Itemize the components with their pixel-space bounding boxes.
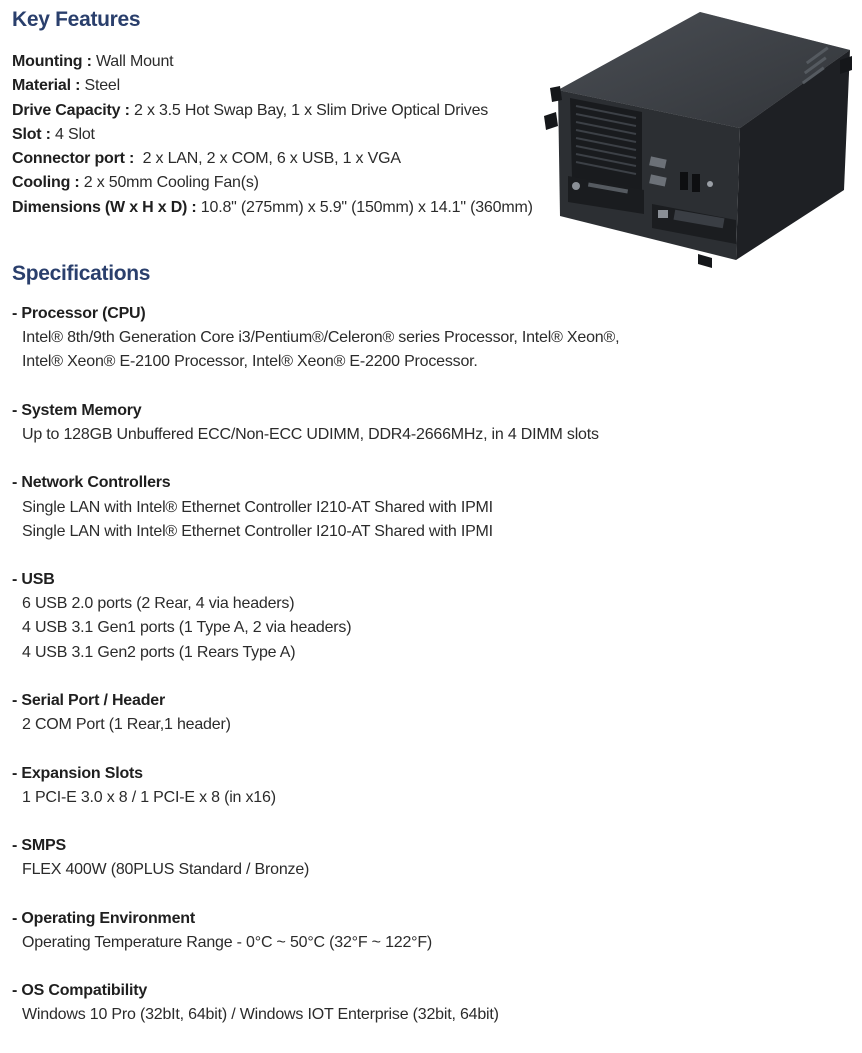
feature-label: Mounting : [12, 53, 92, 70]
feature-mounting [12, 50, 572, 74]
product-image [540, 8, 856, 273]
spec-line: 2 COM Port (1 Rear,1 header) [22, 716, 231, 734]
spec-serial-port [12, 689, 852, 737]
spec-group-title: - Operating Environment [12, 909, 195, 927]
spec-group-title: - System Memory [12, 401, 142, 419]
feature-cooling [12, 171, 572, 195]
feature-label: Connector port : [12, 150, 135, 168]
spec-line: FLEX 400W (80PLUS Standard / Bronze) [22, 861, 310, 879]
spec-operating-environment [12, 907, 852, 955]
spec-group-title: - OS Compatibility [12, 982, 148, 1000]
specifications-list [12, 302, 852, 1052]
spec-line: Single LAN with Intel® Ethernet Controller I210-AT Shared with IPMI [22, 522, 493, 540]
feature-value: 4 Slot [50, 125, 95, 143]
spec-group-title: - Serial Port / Header [12, 692, 165, 709]
spec-line: 4 USB 3.1 Gen1 ports (1 Type A, 2 via headers) [22, 619, 352, 637]
feature-label: Drive Capacity : [12, 101, 130, 119]
feature-drive-capacity [12, 99, 572, 123]
feature-value: 10.8" (275mm) x 5.9" (150mm) x 14.1" (360mm) [196, 198, 533, 216]
feature-slot [12, 123, 572, 147]
spec-line: 1 PCI-E 3.0 x 8 / 1 PCI-E x 8 (in x16) [22, 788, 276, 806]
feature-label: Cooling : [12, 174, 80, 192]
spec-line: Intel® 8th/9th Generation Core i3/Pentium®/Celeron® series Processor, Intel® Xeon®, [22, 329, 620, 347]
spec-line: Windows 10 Pro (32bIt, 64bit) / Windows IOT Enterprise (32bit, 64bit) [22, 1006, 499, 1024]
feature-label: Slot : [12, 125, 51, 143]
spec-line: Single LAN with Intel® Ethernet Controller I210-AT Shared with IPMI [22, 498, 493, 516]
feature-material [12, 74, 572, 98]
spec-line: Intel® Xeon® E-2100 Processor, Intel® Xeon® E-2200 Processor. [22, 353, 478, 371]
spec-group-title: - Network Controllers [12, 474, 171, 492]
spec-network-controllers [12, 471, 852, 544]
spec-expansion-slots [12, 762, 852, 810]
spec-group-title: - USB [12, 571, 55, 589]
specifications-heading: Specifications [12, 262, 151, 285]
feature-connector-port [12, 147, 572, 171]
spec-group-title: - SMPS [12, 837, 66, 855]
spec-system-memory [12, 399, 852, 447]
feature-value: 2 x LAN, 2 x COM, 6 x USB, 1 x VGA [134, 150, 401, 168]
feature-dimensions [12, 196, 572, 220]
spec-line: 4 USB 3.1 Gen2 ports (1 Rears Type A) [22, 643, 296, 661]
feature-value: 2 x 3.5 Hot Swap Bay, 1 x Slim Drive Optical Drives [129, 101, 489, 119]
spec-smps [12, 834, 852, 882]
spec-group-title: - Processor (CPU) [12, 305, 146, 322]
feature-label: Dimensions (W x H x D) : [12, 198, 197, 216]
feature-value: 2 x 50mm Cooling Fan(s) [79, 174, 259, 192]
spec-line: Up to 128GB Unbuffered ECC/Non-ECC UDIMM, DDR4-2666MHz, in 4 DIMM slots [22, 425, 599, 443]
key-features-heading: Key Features [12, 8, 141, 31]
spec-processor [12, 302, 852, 375]
spec-line: Operating Temperature Range - 0°C ~ 50°C (32°F ~ 122°F) [22, 933, 433, 951]
spec-os-compatibility [12, 979, 852, 1027]
feature-value: Steel [80, 77, 120, 95]
feature-label: Material : [12, 77, 81, 95]
feature-value: Wall Mount [91, 53, 174, 70]
key-features-list [12, 50, 572, 220]
spec-group-title: - Expansion Slots [12, 764, 143, 782]
spec-usb [12, 568, 852, 665]
spec-line: 6 USB 2.0 ports (2 Rear, 4 via headers) [22, 595, 295, 613]
